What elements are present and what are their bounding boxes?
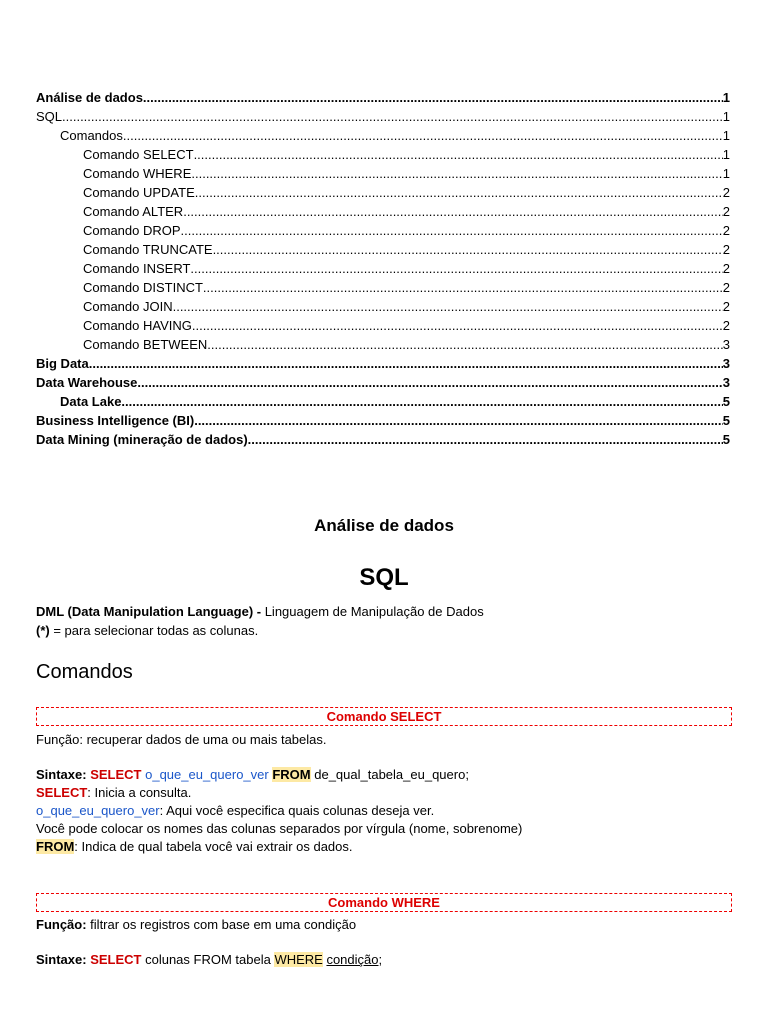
toc-entry-page: 5 (722, 394, 730, 409)
toc-entry-label: Big Data (36, 356, 89, 371)
explain-text: : Aqui você especifica quais colunas deseja ver. (159, 803, 435, 818)
toc-entry[interactable] (36, 145, 730, 164)
toc-leader-dots (191, 164, 722, 183)
funcao-label: Função: (36, 917, 87, 932)
toc-entry-page: 2 (722, 242, 730, 257)
where-funcao (36, 916, 356, 934)
toc-leader-dots (194, 145, 723, 164)
star-line (36, 622, 258, 640)
toc-entry-page: 5 (722, 413, 730, 428)
toc-entry[interactable] (36, 221, 730, 240)
toc-entry[interactable] (36, 392, 730, 411)
toc-entry-page: 5 (722, 432, 730, 447)
sintaxe-mid: colunas FROM tabela (141, 952, 275, 967)
where-section-header: Comando WHERE (36, 893, 732, 912)
from-keyword: FROM (36, 839, 75, 854)
select-explain-3: Você pode colocar os nomes das colunas separados por vírgula (nome, sobrenome) (36, 821, 523, 836)
toc-entry-page: 3 (722, 375, 730, 390)
toc-entry[interactable] (36, 278, 730, 297)
toc-leader-dots (137, 373, 722, 392)
toc-leader-dots (181, 221, 723, 240)
toc-leader-dots (194, 411, 723, 430)
table-var: de_qual_tabela_eu_quero; (310, 767, 469, 782)
explain-text: : Inicia a consulta. (87, 785, 192, 800)
toc-entry-page: 2 (722, 280, 730, 295)
toc-entry-page: 1 (722, 166, 730, 181)
toc-leader-dots (213, 240, 723, 259)
sintaxe-label: Sintaxe: (36, 767, 91, 782)
toc-entry-page: 2 (722, 204, 730, 219)
toc-entry-label: Comando HAVING (83, 318, 192, 333)
toc-leader-dots (207, 335, 723, 354)
select-keyword: SELECT (90, 767, 142, 782)
comandos-heading: Comandos (36, 661, 133, 683)
toc-entry-label: Comando BETWEEN (83, 337, 208, 352)
toc-entry-label: Comando JOIN (83, 299, 173, 314)
toc-entry-page: 3 (722, 337, 730, 352)
toc-entry-page: 2 (722, 261, 730, 276)
toc-entry[interactable] (36, 373, 730, 392)
toc-entry-label: Comando ALTER (83, 204, 184, 219)
toc-entry[interactable] (36, 297, 730, 316)
table-of-contents (36, 88, 730, 449)
toc-entry-page: 2 (722, 185, 730, 200)
document-title: Análise de dados (314, 516, 454, 535)
toc-leader-dots (173, 297, 723, 316)
select-explain-4 (36, 838, 353, 856)
toc-entry-label: Comando WHERE (83, 166, 192, 181)
toc-leader-dots (183, 202, 723, 221)
toc-entry[interactable] (36, 107, 730, 126)
toc-entry-label: Data Lake (60, 394, 122, 409)
toc-entry-page: 3 (722, 356, 730, 371)
toc-entry-page: 2 (722, 318, 730, 333)
funcao-text: filtrar os registros com base em uma condição (86, 917, 357, 932)
toc-leader-dots (123, 126, 723, 145)
toc-entry-page: 1 (722, 147, 730, 162)
toc-entry-label: Comandos (60, 128, 123, 143)
explain-text: : Indica de qual tabela você vai extrair os dados. (74, 839, 353, 854)
toc-entry-page: 1 (722, 90, 730, 105)
toc-entry[interactable] (36, 335, 730, 354)
toc-entry[interactable] (36, 202, 730, 221)
toc-entry-label: Comando TRUNCATE (83, 242, 213, 257)
sql-heading: SQL (359, 564, 409, 591)
toc-entry-label: Business Intelligence (BI) (36, 413, 195, 428)
toc-leader-dots (195, 183, 723, 202)
toc-leader-dots (121, 392, 722, 411)
toc-entry[interactable] (36, 316, 730, 335)
toc-entry-label: Comando UPDATE (83, 185, 195, 200)
column-var: o_que_eu_quero_ver (145, 767, 269, 782)
where-keyword: WHERE (274, 952, 323, 967)
toc-entry[interactable] (36, 240, 730, 259)
star-desc: = para selecionar todas as colunas. (49, 623, 259, 638)
toc-entry-page: 1 (722, 128, 730, 143)
toc-entry-label: Comando DROP (83, 223, 181, 238)
toc-leader-dots (62, 107, 723, 126)
toc-entry-label: Análise de dados (36, 90, 143, 105)
toc-entry-label: SQL (36, 109, 63, 124)
sintaxe-end: ; (378, 952, 383, 967)
toc-entry[interactable] (36, 354, 730, 373)
star-term: (*) (36, 623, 50, 638)
select-explain-2 (36, 802, 434, 820)
toc-entry-label: Comando SELECT (83, 147, 194, 162)
select-explain-1 (36, 784, 191, 802)
toc-entry-page: 2 (722, 299, 730, 314)
condition-var: condição (326, 952, 379, 967)
toc-entry[interactable] (36, 430, 730, 449)
toc-entry[interactable] (36, 183, 730, 202)
select-keyword: SELECT (36, 785, 88, 800)
toc-entry[interactable] (36, 126, 730, 145)
sintaxe-label: Sintaxe: (36, 952, 91, 967)
select-section-header: Comando SELECT (36, 707, 732, 726)
select-keyword: SELECT (90, 952, 142, 967)
toc-entry[interactable] (36, 259, 730, 278)
toc-entry-label: Comando INSERT (83, 261, 191, 276)
toc-leader-dots (89, 354, 723, 373)
toc-leader-dots (192, 316, 723, 335)
toc-entry-page: 2 (722, 223, 730, 238)
toc-entry[interactable] (36, 164, 730, 183)
toc-leader-dots (248, 430, 723, 449)
select-sintaxe (36, 766, 469, 784)
toc-entry-label: Comando DISTINCT (83, 280, 203, 295)
toc-leader-dots (143, 88, 723, 107)
select-funcao: Função: recuperar dados de uma ou mais tabelas. (36, 732, 327, 747)
where-sintaxe (36, 951, 382, 969)
toc-entry-page: 1 (722, 109, 730, 124)
toc-entry-label: Data Mining (mineração de dados) (36, 432, 248, 447)
toc-leader-dots (190, 259, 722, 278)
dml-line (36, 603, 484, 621)
toc-entry[interactable] (36, 411, 730, 430)
toc-entry-label: Data Warehouse (36, 375, 138, 390)
column-var: o_que_eu_quero_ver (36, 803, 160, 818)
dml-term: DML (Data Manipulation Language) - (36, 604, 265, 619)
dml-desc: Linguagem de Manipulação de Dados (264, 604, 484, 619)
toc-entry[interactable] (36, 88, 730, 107)
from-keyword: FROM (272, 767, 311, 782)
toc-leader-dots (203, 278, 723, 297)
